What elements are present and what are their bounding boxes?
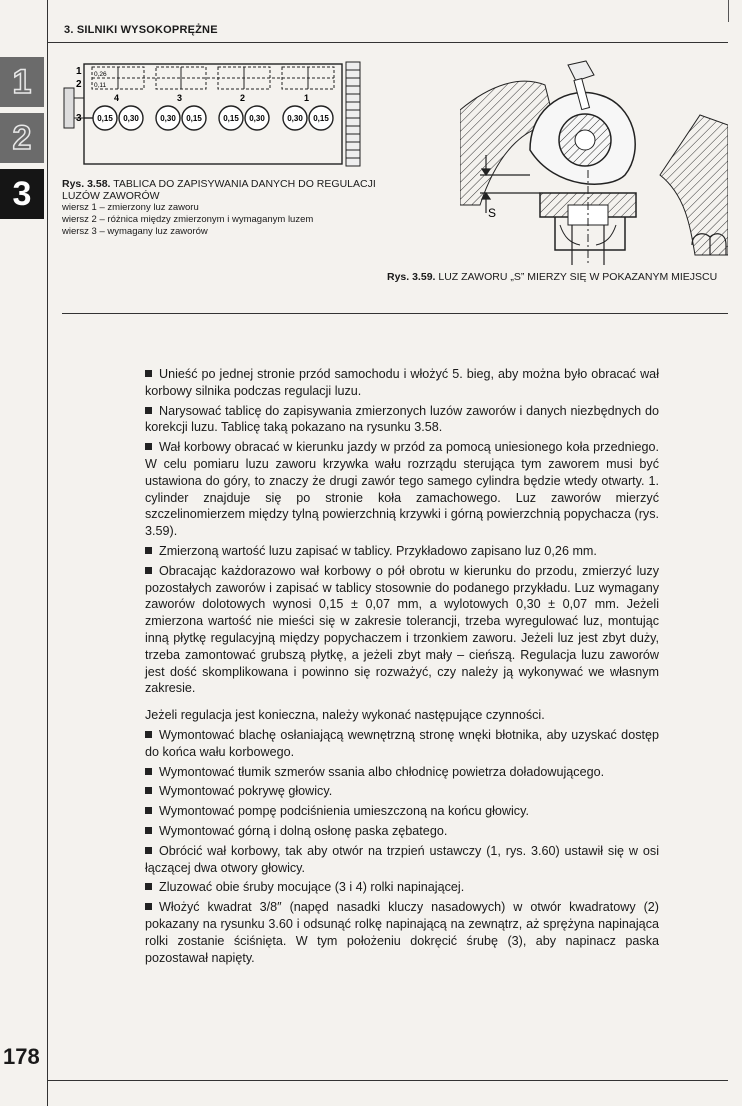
row1-value-a: 0,26 <box>94 71 107 78</box>
legend-line: wiersz 2 – różnica między zmierzonym i wymaganym luzem <box>62 214 314 225</box>
bullet-icon <box>145 847 152 854</box>
paragraph: Jeżeli regulacja jest konieczna, należy wykonać następujące czynności. <box>145 708 545 723</box>
bullet-icon <box>145 567 152 574</box>
paragraph: Wymontować blachę osłaniającą wewnętrzną stronę wnęki błotnika, aby uzyskać dostęp do końca wału korbowego. <box>145 727 659 759</box>
bullet-icon <box>145 407 152 414</box>
bullet-icon <box>145 370 152 377</box>
page-number: 178 <box>3 1044 40 1069</box>
instruction-text <box>145 366 659 969</box>
valve-cell: 0,15 <box>97 114 113 123</box>
valve-table-figure <box>62 58 372 176</box>
section-header: 3. SILNIKI WYSOKOPRĘŻNE <box>64 24 218 36</box>
row-label-3: 3 <box>76 113 82 124</box>
section-divider <box>62 313 728 314</box>
margin-line <box>47 0 48 1106</box>
margin-line-right <box>728 0 729 22</box>
footer-rule <box>47 1080 728 1081</box>
paragraph: Wymontować pokrywę głowicy. <box>145 783 659 800</box>
valve-cell: 0,30 <box>160 114 176 123</box>
paragraph: Zluzować obie śruby mocujące (3 i 4) rolki napinającej. <box>145 879 659 896</box>
cylinder-number: 3 <box>177 93 183 103</box>
chapter-tab-1: 1 <box>0 57 44 107</box>
header-rule <box>47 42 728 43</box>
valve-cell: 0,15 <box>313 114 329 123</box>
valve-clearance-figure <box>460 55 728 265</box>
bullet-icon <box>145 547 152 554</box>
bullet-icon <box>145 768 152 775</box>
valve-cell: 0,15 <box>186 114 202 123</box>
row1-value-b: 0,11 <box>94 82 107 89</box>
paragraph: Unieść po jednej stronie przód samochodu i włożyć 5. bieg, aby można było obracać wał korbowy silnika podczas regulacji luzu. <box>145 367 659 398</box>
paragraph: Obrócić wał korbowy, tak aby otwór na trzpień ustawczy (1, rys. 3.60) ustawił się w osi łączącej dwa otwory głowicy. <box>145 843 659 875</box>
caption-label: Rys. 3.59. <box>387 271 436 283</box>
bullet-icon <box>145 731 152 738</box>
bullet-icon <box>145 443 152 450</box>
paragraph: Wymontować tłumik szmerów ssania albo chłodnicę powietrza doładowującego. <box>145 764 659 781</box>
chapter-tab-3: 3 <box>0 169 44 219</box>
paragraph: Obracając każdorazowo wał korbowy o pół obrotu w kierunku do przodu, zmierzyć luzy pozostałych zaworów i zapisać w tablicy stosownie do podanego przykładu. Luz wymagany zaworów dolotowych wynosi 0,15 ± 0,07 mm, a wylotowych 0,30 ± 0,07 mm. Jeżeli zmierzona wartość nie mieści się w zakresie tolerancji, trzeba wyregulować luz, montując inną płytkę regulacyjną między popychaczem i trzonkiem zaworu. Jeżeli luz jest zbyt duży, trzeba zamontować grubszą płytkę, a jeżeli zbyt mały – cieńszą. Regulacja luzu zaworów jest dość skomplikowana i powinno się rozważyć, czy należy ją wykonywać we własnym zakresie. <box>145 563 659 696</box>
chapter-tabs <box>0 57 44 225</box>
cylinder-number: 4 <box>114 93 120 103</box>
paragraph: Włożyć kwadrat 3/8″ (napęd nasadki kluczy nasadowych) w otwór kwadratowy (2) pokazany na rysunku 3.60 i odsunąć rolkę napinającą na zewnątrz, aż sprężyna napinająca rolki zostanie ściśnięta. W tym położeniu dokręcić śrubę (3), aby napinacz paska pozostawał napięty. <box>145 900 659 965</box>
figure-caption-right <box>387 271 727 284</box>
gear-right <box>346 62 360 166</box>
bullet-icon <box>145 883 152 890</box>
paragraph: Narysować tablicę do zapisywania zmierzonych luzów zaworów i danych niezbędnych do korekcji luzu. Tablicę taką pokazano na rysunku 3.58. <box>145 403 659 435</box>
valve-cell: 0,15 <box>223 114 239 123</box>
paragraph: Wymontować górną i dolną osłonę paska zębatego. <box>145 823 659 840</box>
cylinder-number: 2 <box>240 93 246 103</box>
paragraph: Zmierzoną wartość luzu zapisać w tablicy. Przykładowo zapisano luz 0,26 mm. <box>145 543 659 560</box>
bullet-icon <box>145 787 152 794</box>
chapter-tab-2: 2 <box>0 113 44 163</box>
caption-text: LUZ ZAWORU „S” MIERZY SIĘ W POKAZANYM MIEJSCU <box>438 271 718 283</box>
row-label-1: 1 <box>76 66 82 77</box>
shaft-left <box>64 88 74 128</box>
clearance-s-label: S <box>488 206 497 220</box>
figure-caption-left <box>62 178 392 238</box>
caption-label: Rys. 3.58. <box>62 178 111 190</box>
row-label-2: 2 <box>76 79 82 90</box>
valve-cell: 0,30 <box>123 114 139 123</box>
valve-cell: 0,30 <box>287 114 303 123</box>
paragraph: Wał korbowy obracać w kierunku jazdy w przód za pomocą uniesionego koła przedniego. W celu pomiaru luzu zaworu krzywka wału rozrządu sterująca tym zaworem musi być ustawiona do góry, to znaczy że drugi zawór tego samego cylindra będzie wtedy otwarty. 1. cylinder znajduje się po stronie koła zamachowego. Luz zaworów mierzyć szczelinomierzem między tylną powierzchnią krzywki i górną powierzchnią popychacza (rys. 3.59). <box>145 440 659 539</box>
bullet-icon <box>145 903 152 910</box>
cylinder-number: 1 <box>304 93 310 103</box>
bullet-icon <box>145 827 152 834</box>
legend-line: wiersz 3 – wymagany luz zaworów <box>62 226 208 237</box>
valve-cell: 0,30 <box>249 114 265 123</box>
caption-title: TABLICA DO ZAPISYWANIA DANYCH DO REGULACJI LUZÓW ZAWORÓW <box>62 178 376 202</box>
paragraph: Wymontować pompę podciśnienia umieszczoną na końcu głowicy. <box>145 803 659 820</box>
legend-line: wiersz 1 – zmierzony luz zaworu <box>62 202 199 213</box>
bullet-icon <box>145 807 152 814</box>
